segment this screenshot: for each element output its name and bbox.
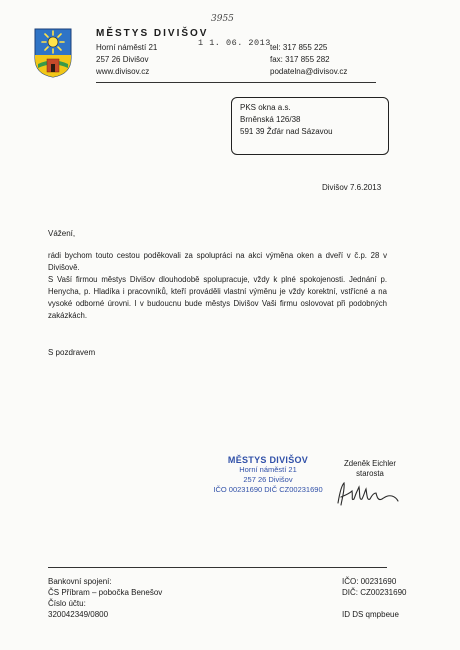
signer-name: Zdeněk Eichler bbox=[343, 459, 396, 468]
bank-name: ČS Příbram – pobočka Benešov bbox=[48, 588, 163, 597]
website-link[interactable]: www.divisov.cz bbox=[96, 67, 150, 76]
signer-title: starosta bbox=[356, 469, 384, 478]
data-box-id: ID DS qmpbeue bbox=[342, 610, 399, 619]
org-contacts bbox=[270, 42, 347, 78]
address-street: Horní náměstí 21 bbox=[96, 43, 158, 52]
recipient-line: Brněnská 126/38 bbox=[240, 115, 301, 124]
body-paragraph: rádi bychom touto cestou poděkovali za spolupráci na akci výměna oken a dveří v č.p. 28 v Divišově. bbox=[48, 251, 387, 272]
handwritten-signature-icon bbox=[332, 479, 404, 509]
bank-details bbox=[48, 576, 162, 620]
body-paragraph: S Vaší firmou městys Divišov dlouhodobě spolupracuje, vždy k plné spokojenosti. Jednání p. Henycha, p. Hladíka i pracovníků, kteří prováděli vlastní výměnu je vždy korektní, vstřícné a na vysoké odborné úrovni. I v budoucnu bude městys Divišov Vaši firmu oslovovat při podobných zakázkách. bbox=[48, 275, 387, 320]
account-label: Číslo účtu: bbox=[48, 599, 86, 608]
closing: S pozdravem bbox=[48, 348, 96, 357]
account-number: 320042349/0800 bbox=[48, 610, 109, 619]
signer-block bbox=[334, 459, 406, 479]
header-divider bbox=[96, 82, 376, 83]
bank-label: Bankovní spojení: bbox=[48, 577, 112, 586]
handwritten-reference-number: 3955 bbox=[211, 14, 234, 24]
dic-number: DIČ: CZ00231690 bbox=[342, 588, 407, 597]
recipient-line: PKS okna a.s. bbox=[240, 103, 291, 112]
email-link[interactable]: podatelna@divisov.cz bbox=[270, 67, 348, 76]
stamp-name: MĚSTYS DIVIŠOV bbox=[227, 455, 309, 465]
fax-number: fax: 317 855 282 bbox=[270, 55, 330, 64]
coat-of-arms-icon bbox=[34, 28, 72, 78]
recipient-address bbox=[240, 102, 333, 138]
footer-divider bbox=[48, 567, 387, 568]
official-stamp bbox=[212, 455, 324, 495]
registration-ids bbox=[342, 576, 406, 620]
address-city: 257 26 Divišov bbox=[96, 55, 149, 64]
ico-number: IČO: 00231690 bbox=[342, 577, 397, 586]
org-address bbox=[96, 42, 157, 78]
salutation: Vážení, bbox=[48, 229, 76, 238]
stamp-city: 257 26 Divišov bbox=[243, 475, 293, 484]
letter-date: Divišov 7.6.2013 bbox=[322, 183, 382, 192]
phone-number: tel: 317 855 225 bbox=[270, 43, 328, 52]
stamp-ids: IČO 00231690 DIČ CZ00231690 bbox=[213, 485, 323, 494]
received-date-stamp: 1 1. 06. 2013 bbox=[198, 38, 271, 48]
org-name: MĚSTYS DIVIŠOV bbox=[96, 28, 209, 39]
letter-body bbox=[48, 250, 387, 322]
stamp-street: Horní náměstí 21 bbox=[239, 465, 297, 474]
recipient-line: 591 39 Žďár nad Sázavou bbox=[240, 127, 333, 136]
